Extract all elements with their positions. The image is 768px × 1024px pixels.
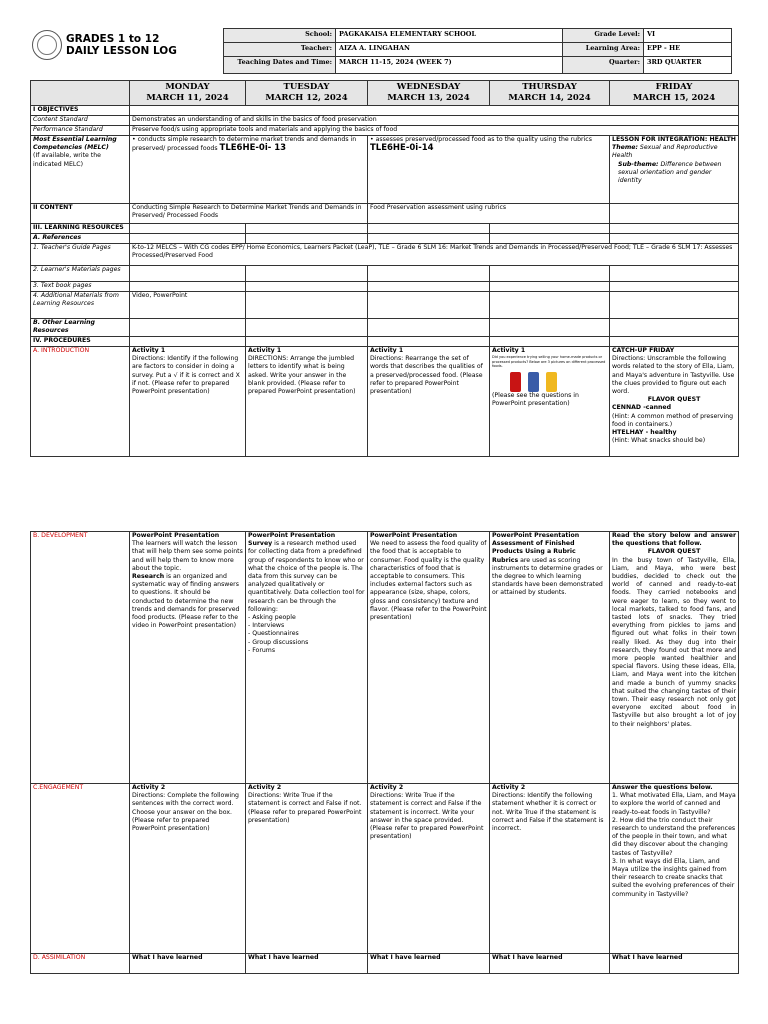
day-header-thursday: THURSDAY MARCH 14, 2024 (490, 81, 610, 106)
dev-wednesday: PowerPoint Presentation We need to assess the food quality of the food that is acceptable to consumer. Food quality is the quality characteristics of food that is acceptable to consumers. This includes external factors such as appearance (size, shape, colors, gloss and consistency) texture and flavor. (Please refer to the PowerPoint presentation) (368, 532, 490, 784)
packaged-food-image (546, 372, 557, 392)
content-fri (610, 204, 739, 224)
intro-monday: Activity 1 Directions: Identify if the following are factors to consider in doing a survey. Put a √ if it is correct and X if not. (Please refer to prepared PowerPoint presentation) (130, 347, 246, 457)
introduction-label: A. INTRODUCTION (31, 347, 130, 457)
day-header-tuesday: TUESDAY MARCH 12, 2024 (246, 81, 368, 106)
melc-mt-text: • conducts simple research to determine market trends and demands in preserved/ processed foods (132, 136, 357, 153)
learners-materials-label: 2. Learner's Materials pages (31, 266, 130, 282)
bottled-food-image (528, 372, 539, 392)
school-label: School: (224, 29, 336, 43)
melc-label: Most Essential Learning Competencies (MELC) (33, 136, 117, 152)
objectives-label: I OBJECTIVES (31, 106, 130, 116)
eng-thursday: Activity 2 Directions: Identify the following statement whether it is correct or not. Write True if the statement is correct and False if the statement is incorrect. (490, 784, 610, 954)
deped-seal-icon (32, 30, 62, 60)
development-label: B. DEVELOPMENT (31, 532, 130, 784)
theme-value: Sexual and Reproductive Health (612, 144, 718, 160)
integration-cell (610, 136, 739, 204)
references-label: A. References (31, 234, 130, 244)
performance-standard-label: Performance Standard (31, 126, 130, 136)
teachers-guide-value: K-to-12 MELCS – With CG codes EPP/ Home Economics, Learners Packet (LeaP), TLE – Grade 6 SLM 16: Market Trends and Demands in Processed/Preserved Food; TLE – Grade 6 SLM 17: Assesses Processed/Preserved Food (130, 244, 739, 266)
quarter-value: 3RD QUARTER (644, 57, 732, 74)
title-line2: DAILY LESSON LOG (66, 45, 177, 57)
content-mt: Conducting Simple Research to Determine Market Trends and Demands in Preserved/ Processed Foods (130, 204, 368, 224)
other-resources-label: B. Other Learning Resources (31, 319, 130, 337)
dev-tuesday: PowerPoint Presentation Survey is a research method used for collecting data from a predefined group of respondents to know who or what the choice of the people is. The data from this survey can be analyzed qualitatively or quantitatively. Data collection tool for research can be through the following: - Asking people - Interviews - Questionnaires - Group discussions - Forums (246, 532, 368, 784)
area-label: Learning Area: (563, 43, 644, 57)
intro-thursday: Activity 1 Did you experience trying selling your home-made products or processed products? Below are 3 pictures on different processed foods. (Please see the questions in PowerPoint presentation) (490, 347, 610, 457)
day-header-monday: MONDAY MARCH 11, 2024 (130, 81, 246, 106)
procedures-label: IV. PROCEDURES (31, 337, 130, 347)
eng-monday: Activity 2 Directions: Complete the following sentences with the correct word. Choose your answer on the box. (Please refer to prepared PowerPoint presentation) (130, 784, 246, 954)
additional-materials-label: 4. Additional Materials from Learning Resources (31, 292, 130, 319)
log-title (66, 33, 177, 57)
assim-friday: What I have learned (610, 954, 739, 974)
intro-tuesday: Activity 1 DIRECTIONS: Arrange the jumbled letters to identify what is being asked. Write your answer in the blank provided. (Please refer to prepared PowerPoint presentation) (246, 347, 368, 457)
day-header-friday: FRIDAY MARCH 15, 2024 (610, 81, 739, 106)
dev-monday: PowerPoint Presentation The learners will watch the lesson that will help them see some points and will help them to know more about the topic. Research is an organized and systematic way of finding answers to questions. It should be conducted to determine the new trends and demands for preserved food products. (Please refer to the video in PowerPoint presentation) (130, 532, 246, 784)
theme-label: Theme: (612, 144, 638, 152)
resources-label: III. LEARNING RESOURCES (31, 224, 130, 234)
day-header-row (31, 81, 739, 106)
dates-label: Teaching Dates and Time: (224, 57, 336, 74)
grade-value: VI (644, 29, 732, 43)
textbook-label: 3. Text book pages (31, 282, 130, 292)
school-value: PAGKAKAISA ELEMENTARY SCHOOL (336, 29, 563, 43)
objectives-blank (130, 106, 739, 116)
area-value: EPP - HE (644, 43, 732, 57)
content-standard-value: Demonstrates an understanding of and skills in the basics of food preservation (130, 116, 739, 126)
subtheme-label: Sub-theme: (618, 160, 659, 168)
additional-materials-value: Video, PowerPoint (130, 292, 246, 319)
canned-food-image (510, 372, 521, 392)
content-wt: Food Preservation assessment using rubrics (368, 204, 610, 224)
quarter-label: Quarter: (563, 57, 644, 74)
subtheme-value: Difference between sexual orientation and gender identity (618, 160, 722, 185)
melc-mt-code: TLE6HE-0i- 13 (219, 143, 287, 154)
day-header-wednesday: WEDNESDAY MARCH 13, 2024 (368, 81, 490, 106)
intro-wednesday: Activity 1 Directions: Rearrange the set of words that describes the qualities of a preserved/processed food. (Please refer to prepared PowerPoint presentation) (368, 347, 490, 457)
lesson-log-table-page1 (30, 80, 739, 457)
engagement-label: C.ENGAGEMENT (31, 784, 130, 954)
teacher-label: Teacher: (224, 43, 336, 57)
assim-wednesday: What I have learned (368, 954, 490, 974)
assim-thursday: What I have learned (490, 954, 610, 974)
header-info-table (223, 28, 732, 74)
melc-w-code: TLE6HE-0i-14 (370, 143, 434, 154)
dates-value: MARCH 11-15, 2024 (WEEK 7) (336, 57, 563, 74)
melc-mt-cell (130, 136, 368, 204)
assim-tuesday: What I have learned (246, 954, 368, 974)
melc-w-text: • assesses preserved/processed food as to the quality using the rubrics (370, 136, 592, 143)
eng-tuesday: Activity 2 Directions: Write True if the statement is correct and False if not. (Please refer to prepared PowerPoint presentation) (246, 784, 368, 954)
melc-note: (If available, write the indicated MELC) (33, 152, 101, 168)
content-standard-label: Content Standard (31, 116, 130, 126)
content-label: II CONTENT (31, 204, 130, 224)
lesson-log-table-page2 (30, 531, 739, 974)
title-line1: GRADES 1 to 12 (66, 33, 160, 45)
eng-friday: Answer the questions below. 1. What motivated Ella, Liam, and Maya to explore the world of canned and ready-to-eat foods in Tastyville? 2. How did the trio conduct their research to understand the preferences of the people in their town, and what did they discover about the changing tastes of Tastyville? 3. In what ways did Ella, Liam, and Maya utilize the insights gained from their research to create snacks that suited the evolving preferences of their community in Tastyville? (610, 784, 739, 954)
processed-food-images (492, 369, 607, 392)
performance-standard-value: Preserve food/s using appropriate tools and materials and applying the basics of food (130, 126, 739, 136)
dev-friday: Read the story below and answer the questions that follow. FLAVOR QUEST In the busy town of Tastyville, Ella, Liam, and Maya, who were best buddies, decided to check out the world of canned and ready-to-eat foods. They carried notebooks and were eager to learn, so they went to local markets, talked to food fans, and tasted lots of snacks. They tried everything from pickles to jams and figured out what folks in their town really liked. As they dug into their research, they found out that more and more people wanted healthier and special flavors. Using these ideas, Ella, Liam, and Maya went into the kitchen and made a bunch of yummy snacks that suited the changing tastes of their town. Their easy research not only got everyone excited about food in Tastyville but also brought a lot of joy to their neighbors' plates. (610, 532, 739, 784)
eng-wednesday: Activity 2 Directions: Write True if the statement is correct and False if the statement is incorrect. Write your answer in the space provided. (Please refer to prepared PowerPoint presentation) (368, 784, 490, 954)
assim-monday: What I have learned (130, 954, 246, 974)
grade-label: Grade Level: (563, 29, 644, 43)
intro-friday: CATCH-UP FRIDAY Directions: Unscramble the following words related to the story of Ella, Liam, and Maya's adventure in Tastyville. Use the clues provided to figure out each word. FLAVOR QUEST CENNAD -canned (Hint: A common method of preserving food in containers.) HTELHAY - healthy (Hint: What snacks should be) (610, 347, 739, 457)
blank-header-cell (31, 81, 130, 106)
dev-thursday: PowerPoint Presentation Assessment of Finished Products Using a Rubric Rubrics are used as scoring instruments to determine grades or the degree to which learning standards have been demonstrated or attained by students. (490, 532, 610, 784)
integration-title: LESSON FOR INTEGRATION: HEALTH (612, 136, 736, 143)
assimilation-label: D. ASSIMILATION (31, 954, 130, 974)
teacher-value: AIZA A. LINGAHAN (336, 43, 563, 57)
melc-w-cell (368, 136, 610, 204)
melc-label-cell (31, 136, 130, 204)
teachers-guide-label: 1. Teacher's Guide Pages (31, 244, 130, 266)
